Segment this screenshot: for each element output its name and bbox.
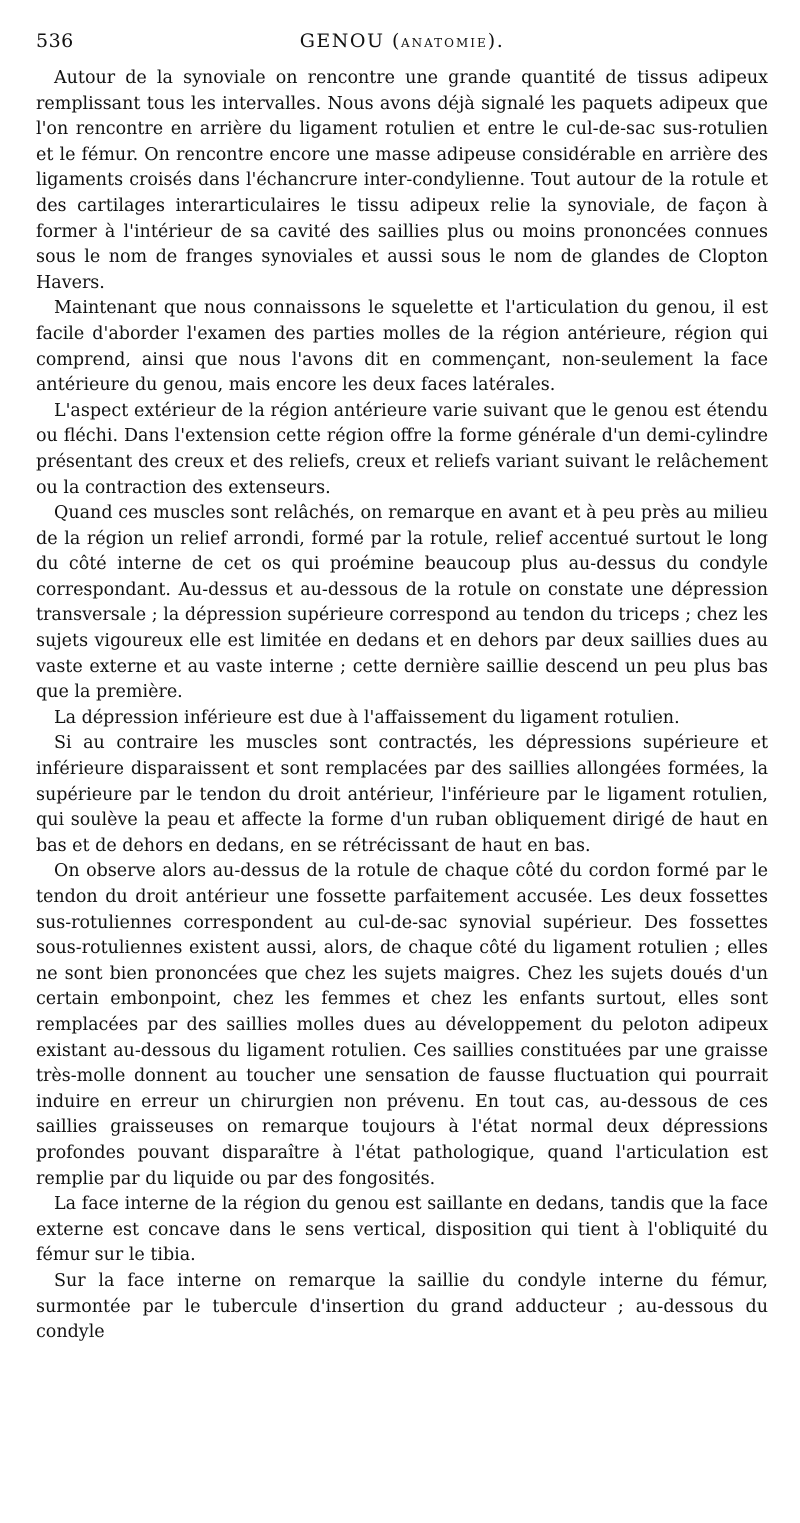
running-title-close: ).	[487, 30, 505, 52]
book-page	[36, 30, 768, 1346]
paragraph: L'aspect extérieur de la région antérieure varie suivant que le genou est étendu ou fléchi. Dans l'extension cette région offre la forme générale d'un demi-cylindre présentant des creux et des reliefs, creux et reliefs variant suivant le relâchement ou la contraction des extenseurs.	[36, 400, 768, 498]
paragraph: Sur la face interne on remarque la saillie du condyle interne du fémur, surmontée par le tubercule d'insertion du grand adducteur ; au-dessous du condyle	[36, 1270, 768, 1343]
running-title	[36, 30, 768, 52]
paragraph: Autour de la synoviale on rencontre une grande quantité de tissus adipeux remplissant tous les intervalles. Nous avons déjà signalé les paquets adipeux que l'on rencontre en arrière du ligament rotulien et entre le cul-de-sac sus-rotulien et le fémur. On rencontre encore une masse adipeuse considérable en arrière des ligaments croisés dans l'échancrure inter-condylienne. Tout autour de la rotule et des cartilages interarticulaires le tissu adipeux relie la synoviale, de façon à former à l'intérieur de sa cavité des saillies plus ou moins prononcées connues sous le nom de franges synoviales et aussi sous le nom de glandes de Clopton Havers.	[36, 68, 768, 293]
paragraph: Si au contraire les muscles sont contractés, les dépressions supérieure et inférieure disparaissent et sont remplacées par des saillies allongées formées, la supérieure par le tendon du droit antérieur, l'inférieure par le ligament rotulien, qui soulève la peau et affecte la forme d'un ruban obliquement dirigé de haut en bas et de dehors en dedans, en se rétrécissant de haut en bas.	[36, 733, 768, 856]
paragraph: La dépression inférieure est due à l'affaissement du ligament rotulien.	[54, 707, 680, 728]
paragraph: La face interne de la région du genou est saillante en dedans, tandis que la face externe est concave dans le sens vertical, disposition qui tient à l'obliquité du fémur sur le tibia.	[36, 1194, 768, 1266]
page-number: 536	[36, 30, 74, 52]
running-title-main: GENOU (	[299, 30, 401, 52]
paragraph: Quand ces muscles sont relâchés, on remarque en avant et à peu près au milieu de la région un relief arrondi, formé par la rotule, relief accentué surtout le long du côté interne de cet os qui proémine beaucoup plus au-dessus du condyle correspondant. Au-dessus et au-dessous de la rotule on constate une dépression transversale ; la dépression supérieure correspond au tendon du triceps ; chez les sujets vigoureux elle est limitée en dedans et en dehors par deux saillies dues au vaste externe et au vaste interne ; cette dernière saillie descend un peu plus bas que la première.	[36, 503, 768, 703]
paragraph: On observe alors au-dessus de la rotule de chaque côté du cordon formé par le tendon du droit antérieur une fossette parfaitement accusée. Les deux fossettes sus-rotuliennes correspondent au cul-de-sac synovial supérieur. Des fossettes sous-rotuliennes existent aussi, alors, de chaque côté du ligament rotulien ; elles ne sont bien prononcées que chez les sujets maigres. Chez les sujets doués d'un certain embonpoint, chez les femmes et chez les enfants surtout, elles sont remplacées par des saillies molles dues au développement du peloton adipeux existant au-dessous du ligament rotulien. Ces saillies constituées par une graisse très-molle donnent au toucher une sensation de fausse fluctuation qui pourrait induire en erreur un chirurgien non prévenu. En tout cas, au-dessous de ces saillies graisseuses on remarque toujours à l'état normal deux dépressions profondes pouvant disparaître à l'état pathologique, quand l'articulation est remplie par du liquide ou par des fongosités.	[36, 861, 768, 1189]
paragraph: Maintenant que nous connaissons le squelette et l'articulation du genou, il est facile d'aborder l'examen des parties molles de la région antérieure, région qui comprend, ainsi que nous l'avons dit en commençant, non-seulement la face antérieure du genou, mais encore les deux faces latérales.	[36, 298, 768, 396]
running-title-small-caps: ANATOMIE	[400, 36, 488, 50]
running-head	[36, 30, 768, 60]
body-text	[36, 66, 768, 1346]
